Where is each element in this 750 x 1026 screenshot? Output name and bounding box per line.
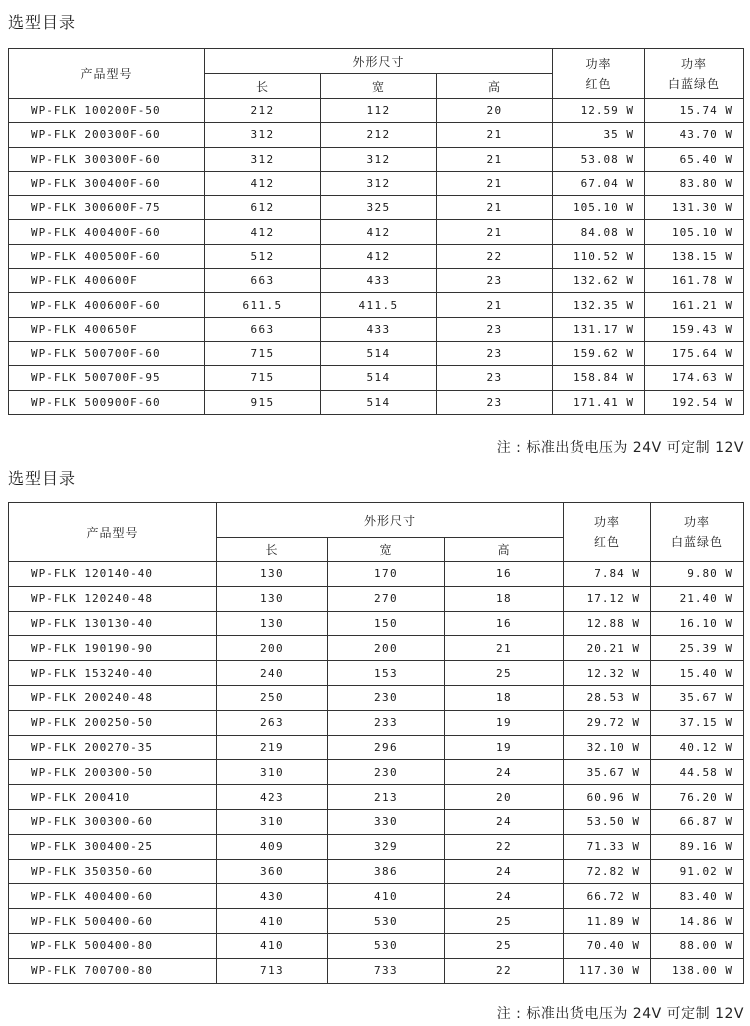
header-power-rgb-bottom: 白蓝绿色	[667, 76, 720, 91]
cell-power-rgb: 25.39 W	[651, 636, 744, 661]
cell-height: 23	[437, 366, 553, 390]
cell-power-red: 20.21 W	[564, 636, 651, 661]
cell-length: 715	[205, 341, 321, 365]
cell-power-red: 67.04 W	[553, 171, 645, 195]
cell-height: 19	[445, 710, 564, 735]
cell-height: 18	[445, 685, 564, 710]
table-row	[9, 196, 744, 220]
cell-length: 611.5	[205, 293, 321, 317]
cell-power-rgb: 105.10 W	[645, 220, 744, 244]
header-width: 宽	[321, 74, 437, 99]
cell-power-red: 72.82 W	[564, 859, 651, 884]
cell-model: WP-FLK 400400-60	[9, 884, 217, 909]
cell-power-rgb: 21.40 W	[651, 586, 744, 611]
cell-width: 411.5	[321, 293, 437, 317]
cell-height: 23	[437, 269, 553, 293]
cell-power-rgb: 9.80 W	[651, 562, 744, 587]
cell-width: 212	[321, 123, 437, 147]
table-row	[9, 317, 744, 341]
cell-power-rgb: 175.64 W	[645, 341, 744, 365]
cell-height: 25	[445, 909, 564, 934]
cell-power-red: 71.33 W	[564, 834, 651, 859]
table-row	[9, 735, 744, 760]
cell-length: 512	[205, 244, 321, 268]
cell-width: 733	[328, 958, 445, 983]
table-row	[9, 834, 744, 859]
cell-power-rgb: 131.30 W	[645, 196, 744, 220]
table-row	[9, 809, 744, 834]
cell-width: 233	[328, 710, 445, 735]
cell-power-red: 159.62 W	[553, 341, 645, 365]
cell-power-red: 105.10 W	[553, 196, 645, 220]
cell-width: 270	[328, 586, 445, 611]
cell-height: 21	[437, 147, 553, 171]
cell-model: WP-FLK 700700-80	[9, 958, 217, 983]
cell-model: WP-FLK 120240-48	[9, 586, 217, 611]
table-row	[9, 933, 744, 958]
table-row	[9, 220, 744, 244]
cell-width: 410	[328, 884, 445, 909]
cell-length: 250	[217, 685, 328, 710]
cell-power-rgb: 138.15 W	[645, 244, 744, 268]
table-row	[9, 785, 744, 810]
cell-height: 20	[445, 785, 564, 810]
cell-height: 19	[445, 735, 564, 760]
cell-height: 21	[445, 636, 564, 661]
cell-width: 530	[328, 933, 445, 958]
cell-power-rgb: 15.40 W	[651, 661, 744, 686]
cell-length: 412	[205, 220, 321, 244]
cell-width: 514	[321, 366, 437, 390]
cell-width: 112	[321, 99, 437, 123]
cell-power-rgb: 44.58 W	[651, 760, 744, 785]
cell-power-red: 110.52 W	[553, 244, 645, 268]
table-row	[9, 958, 744, 983]
cell-model: WP-FLK 500700F-60	[9, 341, 205, 365]
table-body-1	[9, 99, 744, 415]
cell-length: 663	[205, 269, 321, 293]
cell-power-rgb: 35.67 W	[651, 685, 744, 710]
header-height: 高	[445, 538, 564, 562]
cell-height: 24	[445, 809, 564, 834]
table-row	[9, 710, 744, 735]
cell-length: 240	[217, 661, 328, 686]
cell-height: 21	[437, 293, 553, 317]
cell-width: 412	[321, 244, 437, 268]
cell-height: 24	[445, 760, 564, 785]
section1-title: 选型目录	[8, 13, 77, 32]
cell-width: 200	[328, 636, 445, 661]
cell-height: 25	[445, 661, 564, 686]
header-power-red	[564, 503, 651, 562]
cell-power-red: 132.62 W	[553, 269, 645, 293]
cell-power-red: 131.17 W	[553, 317, 645, 341]
cell-power-red: 171.41 W	[553, 390, 645, 414]
cell-width: 530	[328, 909, 445, 934]
cell-height: 20	[437, 99, 553, 123]
cell-length: 430	[217, 884, 328, 909]
catalog-table-2	[8, 502, 744, 984]
cell-power-red: 53.50 W	[564, 809, 651, 834]
header-height: 高	[437, 74, 553, 99]
cell-model: WP-FLK 500400-80	[9, 933, 217, 958]
cell-width: 330	[328, 809, 445, 834]
section2-title: 选型目录	[8, 469, 77, 488]
cell-model: WP-FLK 300300-60	[9, 809, 217, 834]
cell-power-rgb: 174.63 W	[645, 366, 744, 390]
cell-length: 360	[217, 859, 328, 884]
cell-power-rgb: 91.02 W	[651, 859, 744, 884]
cell-length: 715	[205, 366, 321, 390]
cell-length: 130	[217, 562, 328, 587]
cell-power-rgb: 83.40 W	[651, 884, 744, 909]
cell-model: WP-FLK 190190-90	[9, 636, 217, 661]
table-row	[9, 611, 744, 636]
header-model: 产品型号	[9, 503, 217, 562]
cell-height: 21	[437, 123, 553, 147]
cell-power-rgb: 16.10 W	[651, 611, 744, 636]
cell-power-red: 66.72 W	[564, 884, 651, 909]
table-row	[9, 147, 744, 171]
table-row	[9, 562, 744, 587]
table-row	[9, 859, 744, 884]
header-size: 外形尺寸	[205, 49, 553, 74]
cell-length: 663	[205, 317, 321, 341]
header-power-red	[553, 49, 645, 99]
cell-model: WP-FLK 200300F-60	[9, 123, 205, 147]
cell-power-rgb: 89.16 W	[651, 834, 744, 859]
cell-power-rgb: 37.15 W	[651, 710, 744, 735]
cell-width: 412	[321, 220, 437, 244]
cell-power-red: 35 W	[553, 123, 645, 147]
cell-model: WP-FLK 120140-40	[9, 562, 217, 587]
table-row	[9, 269, 744, 293]
cell-length: 410	[217, 909, 328, 934]
header-length: 长	[205, 74, 321, 99]
cell-height: 25	[445, 933, 564, 958]
cell-power-rgb: 66.87 W	[651, 809, 744, 834]
section2-note: 注 : 标准出货电压为 24V 可定制 12V	[496, 1006, 744, 1022]
cell-power-red: 35.67 W	[564, 760, 651, 785]
cell-width: 433	[321, 317, 437, 341]
cell-width: 514	[321, 341, 437, 365]
cell-height: 24	[445, 859, 564, 884]
cell-length: 212	[205, 99, 321, 123]
cell-height: 16	[445, 562, 564, 587]
header-power-rgb	[651, 503, 744, 562]
table-row	[9, 760, 744, 785]
table-row	[9, 244, 744, 268]
cell-height: 21	[437, 220, 553, 244]
cell-length: 310	[217, 760, 328, 785]
cell-model: WP-FLK 200250-50	[9, 710, 217, 735]
cell-length: 263	[217, 710, 328, 735]
cell-width: 329	[328, 834, 445, 859]
section1-note: 注 : 标准出货电压为 24V 可定制 12V	[496, 440, 744, 456]
cell-length: 312	[205, 147, 321, 171]
header-size: 外形尺寸	[217, 503, 564, 538]
catalog-table-1	[8, 48, 744, 415]
cell-model: WP-FLK 400500F-60	[9, 244, 205, 268]
cell-model: WP-FLK 153240-40	[9, 661, 217, 686]
cell-height: 22	[445, 958, 564, 983]
cell-power-red: 7.84 W	[564, 562, 651, 587]
cell-power-red: 28.53 W	[564, 685, 651, 710]
cell-power-rgb: 159.43 W	[645, 317, 744, 341]
cell-model: WP-FLK 400600F	[9, 269, 205, 293]
cell-model: WP-FLK 500400-60	[9, 909, 217, 934]
cell-width: 386	[328, 859, 445, 884]
cell-length: 312	[205, 123, 321, 147]
cell-model: WP-FLK 300400-25	[9, 834, 217, 859]
cell-power-rgb: 161.21 W	[645, 293, 744, 317]
cell-length: 130	[217, 586, 328, 611]
cell-width: 150	[328, 611, 445, 636]
cell-height: 23	[437, 341, 553, 365]
cell-length: 410	[217, 933, 328, 958]
cell-model: WP-FLK 300300F-60	[9, 147, 205, 171]
cell-power-rgb: 14.86 W	[651, 909, 744, 934]
cell-width: 514	[321, 390, 437, 414]
header-power-red-bottom: 红色	[585, 76, 612, 91]
cell-length: 713	[217, 958, 328, 983]
header-power-red-top: 功率	[593, 515, 620, 529]
cell-model: WP-FLK 200270-35	[9, 735, 217, 760]
cell-width: 170	[328, 562, 445, 587]
cell-power-rgb: 76.20 W	[651, 785, 744, 810]
cell-model: WP-FLK 400600F-60	[9, 293, 205, 317]
cell-length: 219	[217, 735, 328, 760]
header-length: 长	[217, 538, 328, 562]
table-row	[9, 293, 744, 317]
cell-power-rgb: 43.70 W	[645, 123, 744, 147]
header-power-red-bottom: 红色	[593, 535, 620, 549]
table-row	[9, 661, 744, 686]
table-row	[9, 390, 744, 414]
table-row	[9, 341, 744, 365]
cell-power-rgb: 161.78 W	[645, 269, 744, 293]
cell-power-red: 53.08 W	[553, 147, 645, 171]
cell-power-red: 117.30 W	[564, 958, 651, 983]
cell-model: WP-FLK 350350-60	[9, 859, 217, 884]
cell-width: 296	[328, 735, 445, 760]
cell-height: 22	[437, 244, 553, 268]
header-power-rgb-top: 功率	[683, 515, 710, 529]
cell-width: 213	[328, 785, 445, 810]
cell-power-rgb: 88.00 W	[651, 933, 744, 958]
cell-length: 612	[205, 196, 321, 220]
table-row	[9, 636, 744, 661]
cell-model: WP-FLK 500700F-95	[9, 366, 205, 390]
cell-model: WP-FLK 200300-50	[9, 760, 217, 785]
cell-power-red: 12.59 W	[553, 99, 645, 123]
cell-power-red: 12.88 W	[564, 611, 651, 636]
cell-length: 200	[217, 636, 328, 661]
cell-power-rgb: 192.54 W	[645, 390, 744, 414]
cell-power-red: 29.72 W	[564, 710, 651, 735]
header-width: 宽	[328, 538, 445, 562]
header-model: 产品型号	[9, 49, 205, 99]
table-row	[9, 366, 744, 390]
cell-power-rgb: 15.74 W	[645, 99, 744, 123]
cell-power-red: 12.32 W	[564, 661, 651, 686]
cell-power-red: 17.12 W	[564, 586, 651, 611]
cell-height: 24	[445, 884, 564, 909]
cell-power-red: 32.10 W	[564, 735, 651, 760]
cell-length: 915	[205, 390, 321, 414]
cell-length: 412	[205, 171, 321, 195]
cell-model: WP-FLK 500900F-60	[9, 390, 205, 414]
cell-width: 230	[328, 685, 445, 710]
cell-model: WP-FLK 400400F-60	[9, 220, 205, 244]
cell-width: 153	[328, 661, 445, 686]
cell-power-rgb: 83.80 W	[645, 171, 744, 195]
cell-power-rgb: 65.40 W	[645, 147, 744, 171]
table-row	[9, 171, 744, 195]
cell-width: 312	[321, 171, 437, 195]
table-row	[9, 123, 744, 147]
header-power-rgb-bottom: 白蓝绿色	[670, 535, 723, 549]
cell-height: 21	[437, 171, 553, 195]
cell-power-red: 60.96 W	[564, 785, 651, 810]
table-row	[9, 909, 744, 934]
cell-width: 433	[321, 269, 437, 293]
cell-width: 325	[321, 196, 437, 220]
cell-width: 312	[321, 147, 437, 171]
cell-power-red: 158.84 W	[553, 366, 645, 390]
cell-power-red: 132.35 W	[553, 293, 645, 317]
cell-length: 310	[217, 809, 328, 834]
cell-height: 23	[437, 390, 553, 414]
cell-model: WP-FLK 300400F-60	[9, 171, 205, 195]
cell-model: WP-FLK 300600F-75	[9, 196, 205, 220]
cell-height: 21	[437, 196, 553, 220]
cell-power-red: 84.08 W	[553, 220, 645, 244]
header-power-rgb-top: 功率	[680, 56, 707, 71]
cell-model: WP-FLK 400650F	[9, 317, 205, 341]
cell-width: 230	[328, 760, 445, 785]
cell-power-rgb: 40.12 W	[651, 735, 744, 760]
table-row	[9, 884, 744, 909]
cell-length: 423	[217, 785, 328, 810]
cell-model: WP-FLK 130130-40	[9, 611, 217, 636]
cell-length: 130	[217, 611, 328, 636]
cell-height: 22	[445, 834, 564, 859]
cell-power-rgb: 138.00 W	[651, 958, 744, 983]
cell-power-red: 70.40 W	[564, 933, 651, 958]
cell-model: WP-FLK 200240-48	[9, 685, 217, 710]
table-body-2	[9, 562, 744, 984]
cell-model: WP-FLK 100200F-50	[9, 99, 205, 123]
header-power-red-top: 功率	[585, 56, 612, 71]
cell-length: 409	[217, 834, 328, 859]
cell-model: WP-FLK 200410	[9, 785, 217, 810]
cell-power-red: 11.89 W	[564, 909, 651, 934]
table-row	[9, 99, 744, 123]
table-row	[9, 586, 744, 611]
cell-height: 18	[445, 586, 564, 611]
header-power-rgb	[645, 49, 744, 99]
cell-height: 23	[437, 317, 553, 341]
cell-height: 16	[445, 611, 564, 636]
table-row	[9, 685, 744, 710]
